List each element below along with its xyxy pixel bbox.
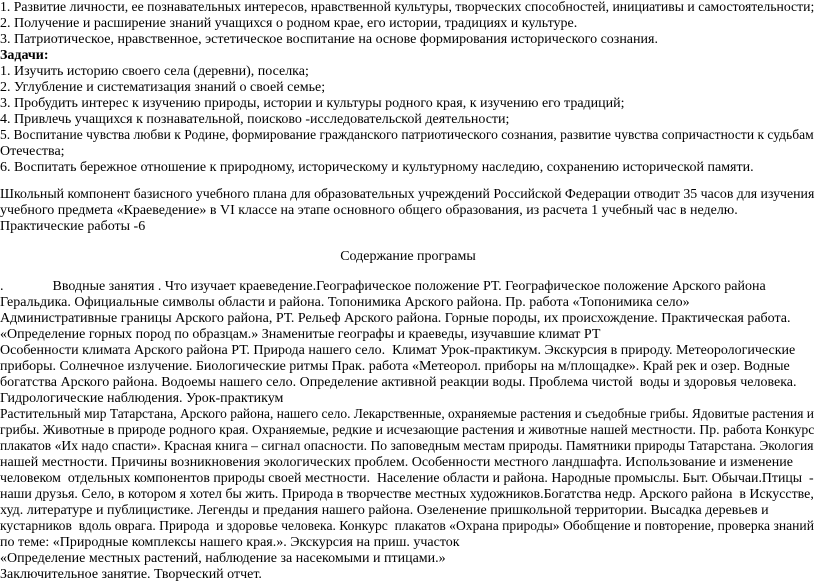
- content-line-4: «Определение горных пород по образцам.» Знаменитые географы и краеведы, изучавшие климат РТ: [0, 327, 601, 342]
- task-line-4: 4. Привлечь учащихся к познавательной, поисково -исследовательской деятельности;: [0, 112, 510, 127]
- content-line-2: Геральдика. Официальные символы области и района. Топонимика Арского района. Пр. работа «Топонимика село»: [0, 295, 690, 310]
- intro-line-1: Школьный компонент базисного учебного плана для образовательных учреждений Российской Федерации отводит 35 часов для изучения: [0, 187, 815, 202]
- task-line-3: 3. Пробудить интерес к изучению природы, истории и культуры родного края, к изучению его традиций;: [0, 96, 625, 111]
- task-line-2: 2. Углубление и систематизация знаний о своей семье;: [0, 80, 326, 95]
- task-line-6: Отечества;: [0, 144, 65, 159]
- task-line-5: 5. Воспитание чувства любви к Родине, формирование гражданского патриотического сознания, развитие чувства сопричастности к судьбам: [0, 128, 814, 143]
- content-line-13: человеком отдельных компонентов природы своей местности. Население области и района. Народные промыслы. Быт. Обычаи.Птицы -: [0, 471, 814, 486]
- content-line-17: по теме: «Природные комплексы нашего края.». Экскурсия на приш. участок: [0, 535, 460, 550]
- goal-line-1: 1. Развитие личности, ее познавательных интересов, нравственной культуры, творческих способностей, инициативы и самостоятельности;: [0, 0, 815, 15]
- goal-line-3: 3. Патриотическое, нравственное, эстетическое воспитание на основе формирования исторического сознания.: [0, 32, 658, 47]
- content-line-5: Особенности климата Арского района РТ. Природа нашего село. Климат Урок-практикум. Экскурсия в природу. Метеорологические: [0, 343, 796, 358]
- content-line-7: богатства Арского района. Водоемы нашего село. Определение активной реакции воды. Проблема чистой воды и здоровья человека.: [0, 375, 797, 390]
- tasks-heading: Задачи:: [0, 48, 49, 63]
- content-line-19: Заключительное занятие. Творческий отчет.: [0, 567, 262, 582]
- content-line-15: худ. литературе и публицистике. Легенды и предания нашего района. Озеленение пришкольной территории. Высадка деревьев и: [0, 503, 769, 518]
- content-heading: Содержание програмы: [340, 249, 476, 264]
- content-line-1: . Вводные занятия . Что изучает краеведение.Географическое положение РТ. Географическое положение Арского района: [0, 279, 766, 294]
- content-line-6: приборы. Солнечное излучение. Биологические ритмы Прак. работа «Метеорол. приборы на м/площадке». Край рек и озер. Водные: [0, 359, 790, 374]
- content-line-10: грибы. Животные в природе родного края. Охраняемые, редкие и исчезающие растения и животные нашей местности. Пр. работа Конкурс: [0, 423, 815, 438]
- content-line-16: кустарников вдоль оврага. Природа и здоровье человека. Конкурс плакатов «Охрана природы» Обобщение и повторение, проверка знаний: [0, 519, 814, 534]
- content-line-8: Гидрологические наблюдения. Урок-практикум: [0, 391, 284, 406]
- content-line-18: «Определение местных растений, наблюдение за насекомыми и птицами.»: [0, 551, 446, 566]
- content-line-3: Административные границы Арского района, РТ. Рельеф Арского района. Горные породы, их происхождение. Практическая работа.: [0, 311, 791, 326]
- content-line-11: плакатов «Их надо спасти». Красная книга – сигнал опасности. По заповедным местам природы. Памятники природы Татарстана. Экология: [0, 439, 814, 454]
- task-line-1: 1. Изучить историю своего села (деревни), поселка;: [0, 64, 309, 79]
- intro-line-2: учебного предмета «Краеведение» в VI классе на этапе основного общего образования, из расчета 1 учебный час в неделю.: [0, 203, 738, 218]
- task-line-7: 6. Воспитать бережное отношение к природному, историческому и культурному наследию, сохранению исторической памяти.: [0, 160, 754, 175]
- goal-line-2: 2. Получение и расширение знаний учащихся о родном крае, его истории, традициях и культуре.: [0, 16, 578, 31]
- content-line-14: наши друзья. Село, в котором я хотел бы жить. Природа в творчестве местных художников.Богатства недр. Арского района в Искусстве,: [0, 487, 814, 502]
- content-line-12: нашей местности. Причины возникновения экологических проблем. Особенности местного ландшафта. Использование и изменение: [0, 455, 793, 470]
- intro-line-3: Практические работы -6: [0, 219, 146, 234]
- content-line-9: Растительный мир Татарстана, Арского района, нашего село. Лекарственные, охраняемые растения и съедобные грибы. Ядовитые растения и: [0, 407, 814, 422]
